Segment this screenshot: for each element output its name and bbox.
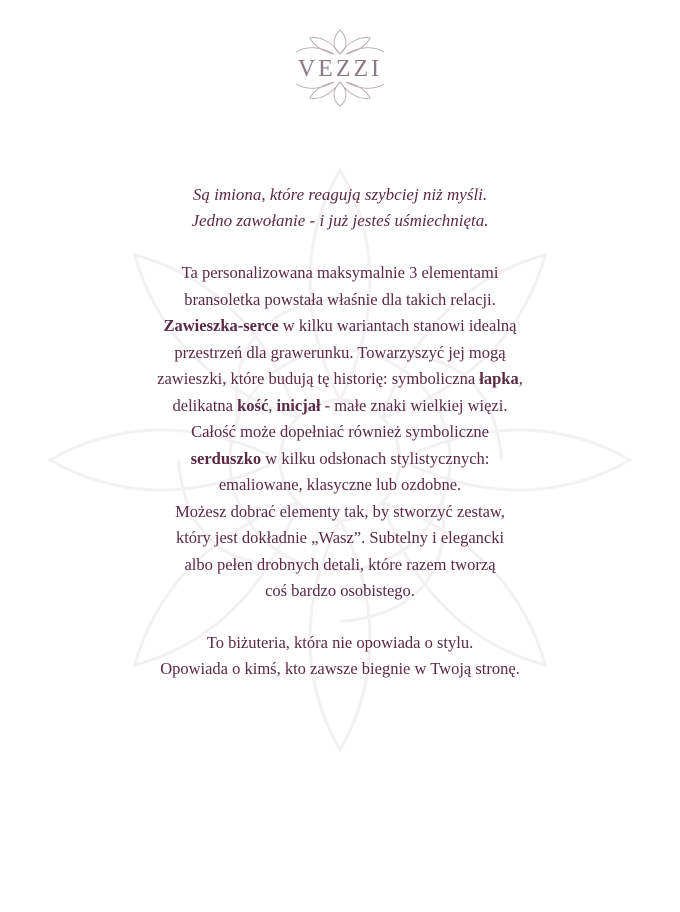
intro-line: Są imiona, które reagują szybciej niż myśli. <box>192 185 488 204</box>
highlight-heart-charm: Zawieszka-serce <box>163 316 279 335</box>
text-segment: - małe znaki wielkiej więzi. <box>320 395 508 415</box>
text-line: Możesz dobrać elementy tak, by stworzyć zestaw, <box>175 501 505 521</box>
intro-line: Jedno zawołanie - i już jesteś uśmiechnięta. <box>191 211 489 230</box>
product-description <box>0 182 680 683</box>
text-line: albo pełen drobnych detali, które razem tworzą <box>184 554 496 574</box>
text-line: który jest dokładnie „Wasz”. Subtelny i elegancki <box>175 528 505 547</box>
closing-statement <box>0 630 680 683</box>
text-line: coś bardzo osobistego. <box>265 581 415 600</box>
intro-quote <box>0 182 680 234</box>
text-segment: zawieszki, które budują tę historię: symboliczna <box>157 369 480 388</box>
brand-logo <box>290 26 390 110</box>
text-line <box>0 313 680 340</box>
outro-line: To biżuteria, która nie opowiada o stylu. <box>206 632 474 652</box>
highlight-bone: kość <box>237 395 269 415</box>
text-segment: delikatna <box>172 395 238 415</box>
text-segment: , <box>268 395 277 415</box>
logo-wordmark: VEZZI <box>297 56 383 82</box>
text-segment: w kilku wariantach stanowi idealną <box>278 316 517 335</box>
description-paragraph <box>0 260 680 605</box>
highlight-initial: inicjał <box>276 395 321 415</box>
text-line: bransoletka powstała właśnie dla takich relacji. <box>184 289 496 309</box>
text-segment: w kilku odsłonach stylistycznych: <box>261 448 490 468</box>
outro-line: Opowiada o kimś, kto zawsze biegnie w Twoją stronę. <box>160 659 520 678</box>
highlight-heart: serduszko <box>190 448 262 468</box>
text-line <box>0 393 680 420</box>
text-segment: , <box>518 369 523 388</box>
text-line <box>0 446 680 473</box>
text-line: Ta personalizowana maksymalnie 3 elementami <box>181 263 499 282</box>
text-line: Całość może dopełniać również symboliczne <box>191 422 489 441</box>
text-line: emaliowane, klasyczne lub ozdobne. <box>218 475 462 494</box>
text-line <box>0 366 680 393</box>
highlight-paw: łapka <box>479 369 519 388</box>
text-line: przestrzeń dla grawerunku. Towarzyszyć jej mogą <box>174 342 506 362</box>
